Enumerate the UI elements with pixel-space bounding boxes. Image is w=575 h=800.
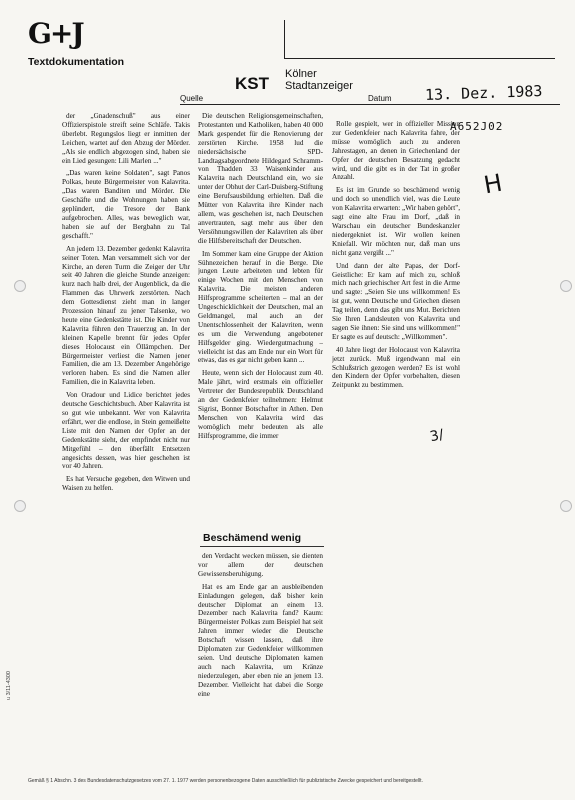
source-box (284, 20, 555, 59)
source-rule (180, 104, 560, 105)
source-name (285, 68, 353, 92)
punch-hole (14, 280, 26, 292)
margin-mark: H (481, 168, 505, 200)
legal-footer: Gemäß § 1 Abschn. 3 des Bundesdatenschutzgesetzes vom 27. 1. 1977 werden personenbezogene Daten ausschließlich für publizistische Zwecke gespeichert und bereitgestellt. (28, 778, 423, 784)
paragraph: Im Sommer kam eine Gruppe der Aktion Sühnezeichen herauf in die Berge. Die jungen Leute arbeiteten und lebten für einige Wochen mit den Menschen von Kalavrita. Die meisten anderen Hilfsprogramme scheiterten – mal an der Ungeschicklichkeit der Deutschen, mal an Geldmangel, mal auch an der Unentschlossenheit der Kalavriten, wenn es um die Verwendung angebotener Hilfsgelder ging. Wiedergutmachung – vielleicht ist das am Ende nur ein Wort für etwas, das es gar nicht geben kann ... (198, 249, 323, 365)
article-column-2 (198, 112, 323, 532)
punch-hole (560, 280, 572, 292)
paragraph: den Verdacht wecken müssen, sie dienten vor allem der deutschen Gewissensberuhigung. (198, 552, 323, 578)
datum-label: Datum (368, 94, 392, 103)
paragraph: Die deutschen Religionsgemeinschaften, Protestanten und Katholiken, haben 40 000 Mark gespendet für die Renovierung der zerstörten Kirche. 1958 lud die niedersächsische SPD-Landtagsabgeordnete Hildegard Schramm-von Thadden 33 Waisenkinder aus Kalavrita nach Deutschland ein, wo sie unter der Obhut der Carl-Duisberg-Stiftung eine Berufsausbildung erhielten. Daß die Mütter von Kalavrita ihre Kinder nach allem, was geschehen ist, nach Deutschen anvertrauten, sagt mehr aus über den Versöhnungswillen der Kalavriten als über die Hilfsbereitschaft der Deutschen. (198, 112, 323, 245)
signature-mark: 3/ (428, 426, 446, 446)
logo-subtitle: Textdokumentation (28, 56, 125, 68)
paragraph: Und dann der alte Papas, der Dorf-Geistliche: Er kam auf mich zu, schloß mich nach griechischer Art fest in die Arme und sagte: „Seien Sie uns willkommen! Es ist gut, wenn Deutsche und Griechen diesen Tag teilen, denn das gibt uns Mut. Berichten Sie Ihren Landsleuten von Kalavrita und sagen Sie ihnen: Sie sind uns willkommen!" Er sagte es auf deutsch: „Willkommen". (332, 261, 460, 341)
paragraph: „Das waren keine Soldaten", sagt Panos Polkas, heute Bürgermeister von Kalavrita. „Das waren Banditen und Mörder. Die Geschäfte und die Wohnungen haben sie geplündert, die Tresore der Bank aufgebrochen. Alles, was beweglich war, haben sie auf der Bergbahn zu Tal geschafft." (62, 169, 190, 240)
handwritten-date: 13. Dez. 1983 (424, 81, 543, 105)
paragraph: 40 Jahre liegt der Holocaust von Kalavrita jetzt zurück. Muß irgendwann mal ein Schlußstrich gezogen werden? Es ist wohl den Kindern der Opfer vorbehalten, diesen Zeitpunkt zu bestimmen. (332, 345, 460, 390)
archive-number: A652J02 (450, 120, 504, 133)
source-name-line-2: Stadtanzeiger (285, 80, 353, 92)
article-column-1 (62, 112, 190, 730)
logo: G+J (28, 17, 83, 50)
quelle-label: Quelle (180, 94, 204, 103)
paragraph: der „Gnadenschuß" aus einer Offizierspistole streift seine Schläfe. Takis überlebt. Regungslos liegt er inmitten der Leichen, wartet auf den Abzug der Mörder. „Als sie endlich abgezogen sind, haben sie ein Lied gesungen: Lili Marlen ..." (62, 112, 190, 165)
article-column-2-continued (198, 552, 323, 732)
subheading-rule (200, 546, 324, 547)
paragraph: Heute, wenn sich der Holocaust zum 40. Male jährt, wird erstmals ein offizieller Vertreter der Bundesrepublik Deutschland an der Gedenkfeier teilnehmen: Helmut Sigrist, Bonner Botschafter in Athen. Den Menschen von Kalavrita wird das womöglich mehr bedeuten als alle Hilfsprogramme, die immer (198, 369, 323, 440)
paragraph: Es hat Versuche gegeben, den Witwen und Waisen zu helfen. (62, 475, 190, 493)
subheading: Beschämend wenig (203, 532, 302, 544)
paragraph: Es ist im Grunde so beschämend wenig und doch so unendlich viel, was die Leute von Kalavrita erwarten: „Wir haben gehört", sagt eine alte Frau im Dorf, „daß in Warschau ein deutscher Bundeskanzler niedergekniet ist. Wir wollen keinen Kniefall. Wir möchten nur, daß man uns nicht ganz vergißt ..." (332, 186, 460, 257)
punch-hole (560, 500, 572, 512)
source-abbreviation: KST (235, 74, 269, 93)
side-code: u 3/11-4300 (6, 671, 12, 700)
paragraph: Von Oradour und Lidice berichtet jedes deutsche Geschichtsbuch. Aber Kalavrita ist so gut wie unbekannt. Wer von Kalavrita erfährt, wer die endlose, in Stein gemeißelte Liste mit den Namen der Opfer an der Gedenkstätte sieht, der empfindet nicht nur Mitgefühl – den überfällt Entsetzen angesichts dessen, was hier geschehen ist vor 40 Jahren. (62, 391, 190, 471)
article-column-3 (332, 120, 460, 450)
paragraph: Hat es am Ende gar an ausbleibenden Einladungen gelegen, daß bisher kein deutscher Diplomat an einem 13. Dezember nach Kalavrita fand? Kaum: Bürgermeister Polkas zum Beispiel hat seit Jahren immer wieder die Deutsche Botschaft wissen lassen, daß ihre Diplomaten zur Gedenkfeier willkommen seien. Und deutsche Diplomaten kamen auch nach Kalavrita, um Kränze niederzulegen, aber eben nie an jenem 13. Dezember. Vielleicht hat dabei die Sorge eine (198, 582, 323, 698)
paragraph: Rolle gespielt, wer in offizieller Mission zur Gedenkfeier nach Kalavrita fahre, der müsse womöglich auch zu anderen Jahrestagen, an denen in Griechenland der Opfer der deutschen Besatzung gedacht wird, und die gibt es in der Tat in großer Anzahl. (332, 120, 460, 182)
punch-hole (14, 500, 26, 512)
paragraph: An jedem 13. Dezember gedenkt Kalavrita seiner Toten. Man versammelt sich vor der Kirche, an deren Turm die Zeiger der Uhr seit 40 Jahren die gleiche Stunde anzeigen: kurz nach halb drei, der Augenblick, da die Flammen das Uhrwerk zerstörten. Nach dem Gottesdienst zieht man in langer Prozession hinauf zu jener Talsenke, wo heute eine Gedenkstätte ist. Die Kinder von Kalavrita führen den Trauerzug an. In der kleinen Kapelle brennt für jedes Opfer dieses Holocaust ein Öllämpchen. Der Bürgermeister verliest die Namen jener Familien, die am 13. Dezember Angehörige verloren haben. Es sind die Namen aller Familien, die in Kalavrita leben. (62, 244, 190, 387)
source-name-line-1: Kölner (285, 68, 317, 80)
